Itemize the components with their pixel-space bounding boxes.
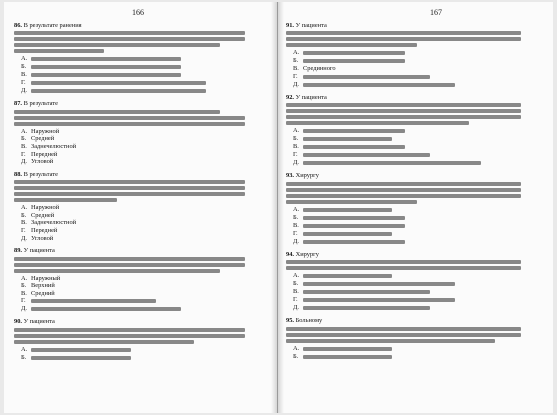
answer-option: Г. [14,297,271,305]
illegible-text [303,282,455,286]
question-stem: У пациента [295,94,327,101]
question [14,100,271,165]
answer-option: В. [286,222,547,230]
illegible-text [286,121,469,125]
answer-option: Г. [286,296,547,304]
illegible-text [14,340,194,344]
illegible-text [14,43,220,47]
answer-option: Д. Угловой [21,158,54,166]
answer-option: А. [286,272,547,280]
illegible-text [286,43,417,47]
book-spread [4,2,553,413]
illegible-text [14,257,245,261]
illegible-text [303,355,392,359]
illegible-text [303,59,405,63]
illegible-text [14,116,245,120]
illegible-text [286,31,521,35]
question-stem: Больному [295,317,323,325]
question-number: 90. [14,318,22,326]
answer-option: Г. [14,79,271,87]
answer-option: Г. Передней [21,150,58,158]
left-page [4,2,278,413]
illegible-text [14,198,117,202]
answer-option: В. Заднечелюстной [21,143,77,150]
answer-option: Г. [286,151,547,159]
answer-option: А. [14,346,271,354]
answer-option: Д. [286,304,547,312]
illegible-text [31,356,131,360]
illegible-text [31,307,181,311]
answer-option: Б. [14,63,271,71]
question-number: 86. [14,22,22,29]
question-stem: У пациента [23,247,55,255]
answer-option: Д. [14,305,271,313]
question [286,317,547,360]
illegible-text [303,232,392,236]
illegible-text [14,334,245,338]
illegible-text [14,37,245,41]
question [14,22,271,95]
illegible-text [286,200,417,204]
illegible-text [303,274,392,278]
question-stem: В результате ранения [23,22,82,29]
answer-option: Г. [286,73,547,81]
answer-option: А. [286,127,547,135]
gutter-shadow [278,2,284,413]
illegible-text [31,81,206,85]
question-number: 91. [286,22,294,29]
illegible-text [303,216,405,220]
question-number: 93. [286,172,294,180]
question-number: 87. [14,100,22,108]
illegible-text [31,57,181,61]
illegible-text [303,208,392,212]
answer-option: Д. [286,81,547,89]
illegible-text [303,137,392,141]
illegible-text [303,306,430,310]
illegible-text [286,260,521,264]
answer-option: Б. [14,354,271,362]
answer-option: В. Срединного [293,65,336,73]
illegible-text [286,109,521,113]
illegible-text [14,31,245,35]
answer-option: Г. Передней [21,226,58,234]
illegible-text [14,180,245,184]
question-number: 89. [14,247,22,255]
illegible-text [303,290,430,294]
page-number: 167 [430,8,442,17]
answer-option: А. [14,55,271,63]
illegible-text [303,347,392,351]
illegible-text [303,129,405,133]
illegible-text [286,182,521,186]
illegible-text [303,224,405,228]
question [14,171,271,242]
answer-option: Д. [14,87,271,95]
illegible-text [14,328,245,332]
question-stem: В результате [23,100,58,108]
illegible-text [286,333,521,337]
answer-option: Д. [286,159,547,167]
illegible-text [303,51,405,55]
illegible-text [286,266,521,270]
illegible-text [303,153,430,157]
illegible-text [286,115,521,119]
answer-option: Д. [286,238,547,246]
illegible-text [14,122,245,126]
illegible-text [14,186,245,190]
answer-option: А. Наружной [21,127,60,135]
answer-option: Г. [286,230,547,238]
illegible-text [303,145,405,149]
question [286,94,547,167]
question [286,251,547,312]
answer-option: В. Заднечелюстной [21,219,77,227]
answer-option: В. Средний [21,289,55,297]
question-number: 92. [286,94,294,101]
answer-option: А. Наружной [21,204,60,212]
answer-option: А. [286,206,547,214]
answer-option: В. [286,143,547,151]
illegible-text [303,161,481,165]
illegible-text [286,339,495,343]
page-number: 166 [132,8,144,17]
question-number: 94. [286,250,294,258]
illegible-text [31,89,206,93]
question-number: 95. [286,317,294,325]
illegible-text [286,37,521,41]
illegible-text [303,83,455,87]
answer-option: Б. [286,280,547,288]
question-stem: Хирургу [295,172,319,180]
answer-option: Б. [286,353,547,361]
answer-option: Б. Средней [21,211,55,219]
illegible-text [14,110,220,114]
illegible-text [14,269,220,273]
answer-option: А. Наружный [21,274,61,282]
question-number: 88. [14,170,22,178]
answer-option: В. [286,288,547,296]
answer-option: Б. [286,57,547,65]
illegible-text [303,75,430,79]
illegible-text [303,298,455,302]
answer-option: Б. Средней [21,135,55,143]
illegible-text [286,327,521,331]
illegible-text [31,348,131,352]
question [14,247,271,313]
question-stem: У пациента [295,22,327,29]
illegible-text [31,299,156,303]
answer-option: Д. Угловой [21,234,54,242]
question-stem: У пациента [23,318,55,326]
illegible-text [286,188,521,192]
illegible-text [14,192,245,196]
question [14,318,271,361]
illegible-text [303,240,405,244]
right-page [278,2,553,413]
illegible-text [14,49,104,53]
gutter-shadow [271,2,277,413]
answer-option: Б. [286,135,547,143]
illegible-text [31,73,181,77]
answer-option: Б. [286,214,547,222]
illegible-text [31,65,181,69]
answer-option: А. [286,345,547,353]
answer-option: Б. Верхний [21,282,55,290]
illegible-text [286,103,521,107]
question-stem: Хирургу [295,250,319,258]
question-stem: В результате [23,170,58,178]
question [286,22,547,89]
illegible-text [286,194,521,198]
answer-option: В. [14,71,271,79]
answer-option: А. [286,49,547,57]
illegible-text [14,263,245,267]
question [286,172,547,245]
